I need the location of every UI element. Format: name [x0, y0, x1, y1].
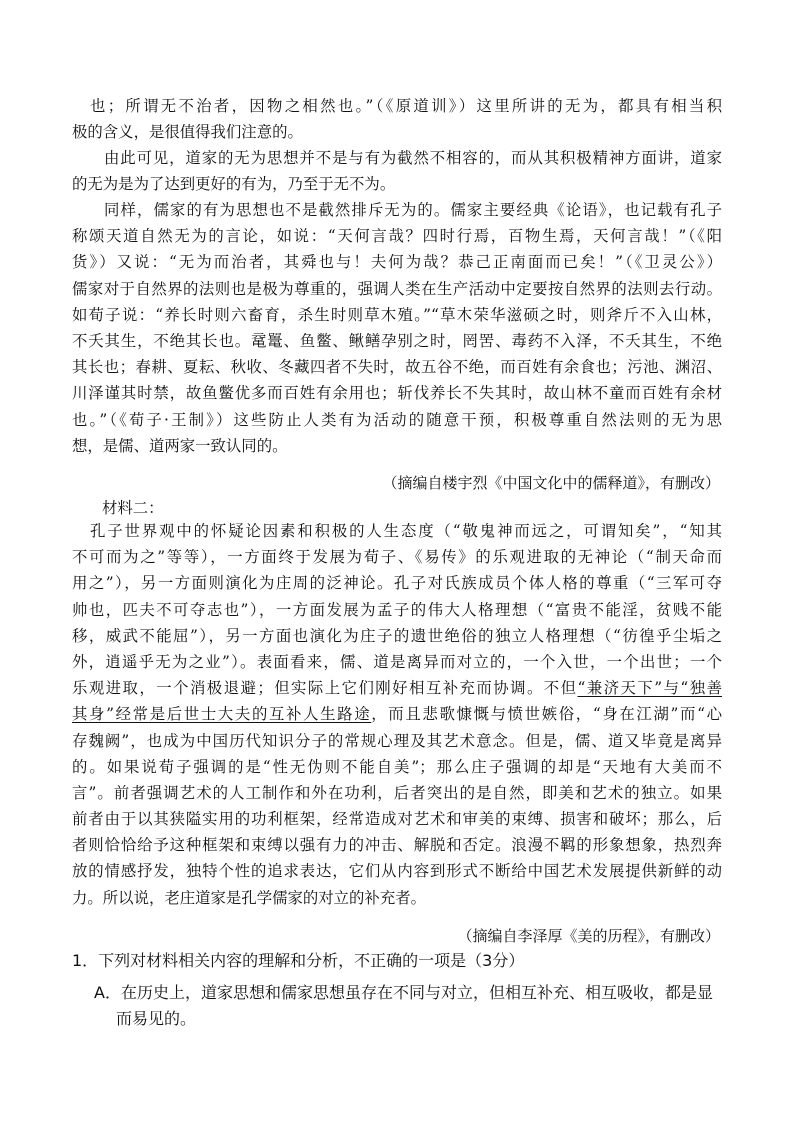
text-line: 外，逍遥乎无为之业”）。表面看来，儒、道是离异而对立的，一个入世，一个出世；一个 [72, 652, 722, 671]
option-a-line: 而易见的。 [116, 1009, 197, 1028]
text-line: 孔子世界观中的怀疑论因素和积极的人生态度（“敬鬼神而远之，可谓知矣”，“知其 [90, 522, 722, 540]
text-line: 用之”），另一方面则演化为庄周的泛神论。孔子对氏族成员个体人格的尊重（“三军可夺 [72, 574, 722, 593]
text-line: 力。所以说，老庄道家是孔学儒家的对立的补充者。 [72, 888, 426, 907]
underlined-text: 其身”经常是后世士大夫的互补人生路途 [72, 705, 372, 724]
text-line: 极的含义，是很值得我们注意的。 [72, 123, 303, 142]
underlined-text: “兼济天下”与“独善 [577, 679, 722, 698]
text-line [72, 701, 722, 727]
text-line: 也；所谓无不治者，因物之相然也。”（《原道训》）这里所讲的无为，都具有相当积 [90, 97, 722, 115]
text-line: 由此可见，道家的无为思想并不是与有为截然不相容的，而从其积极精神方面讲，道家 [104, 149, 722, 167]
text-run: 乐观进取，一个消极退避；但实际上它们刚好相互补充而协调。不但 [72, 679, 578, 698]
text-line: 如荀子说：“养长时则六畜育，杀生时则草木殖。”“草木荣华滋硕之时，则斧斤不入山林， [72, 305, 722, 324]
text-line: 货》）又说：“无为而治者，其舜也与！夫何为哉？恭己正南面而已矣！”（《卫灵公》） [72, 253, 722, 272]
paragraph-4 [72, 518, 722, 911]
text-line: 者则恰恰给予这种框架和束缚以强有力的冲击、解脱和否定。浪漫不羁的形象想象，热烈奔 [72, 836, 722, 855]
text-line: 川泽谨其时禁，故鱼鳖优多而百姓有余用也；斩伐养长不失其时，故山林不童而百姓有余材 [72, 384, 722, 403]
text-line: 称颂天道自然无为的言论，如说：“天何言哉？四时行焉，百物生焉，天何言哉！”（《阳 [72, 227, 722, 246]
paragraph-3 [72, 197, 722, 459]
paragraph-1 [72, 93, 722, 145]
source-citation-2: （摘编自李泽厚《美的历程》，有删改） [457, 927, 720, 945]
text-line: 帅也，匹夫不可夺志也”），一方面发展为孟子的伟大人格理想（“富贵不能淫，贫贱不能 [72, 600, 722, 619]
text-line: 的。如果说荀子强调的是“性无伪则不能自美”；那么庄子强调的却是“天地有大美而不 [72, 757, 722, 776]
text-line [72, 675, 722, 701]
text-line: 不可而为之”等等），一方面终于发展为荀子、《易传》的乐观进取的无神论（“制天命而 [72, 548, 722, 567]
text-line: 移，威武不能屈”），另一方面也演化为庄子的遗世绝俗的独立人格理想（“彷徨乎尘垢之 [72, 626, 722, 645]
text-line: 的无为是为了达到更好的有为，乃至于无不为。 [72, 175, 396, 194]
text-line: 不夭其生，不绝其长也。鼋鼍、鱼鳖、鳅鳝孕别之时，罔罟、毒药不入泽，不夭其生，不绝 [72, 331, 722, 350]
question-stem: 1．下列对材料相关内容的理解和分析，不正确的一项是（3分） [72, 951, 525, 970]
text-line: 同样，儒家的有为思想也不是截然排斥无为的。儒家主要经典《论语》，也记载有孔子 [104, 201, 722, 219]
option-a [72, 980, 722, 1032]
source-citation-1: （摘编自楼宇烈《中国文化中的儒释道》，有删改） [382, 474, 720, 492]
question-1 [72, 948, 722, 1032]
text-line: 前者由于以其狭隘实用的功利框架，经常造成对艺术和审美的束缚、损害和破坏；那么，后 [72, 810, 722, 829]
text-line: 放的情感抒发，独特个性的追求表达，它们从内容到形式不断给中国艺术发展提供新鲜的动 [72, 862, 722, 881]
material-2-label: 材料二： [102, 499, 164, 517]
text-run: ，而且悲歌慷慨与愤世嫉俗，“身在江湖”而“心 [371, 705, 722, 724]
text-line: 儒家对于自然界的法则也是极为尊重的，强调人类在生产活动中定要按自然界的法则去行动。 [72, 279, 722, 298]
text-line: 其长也；春耕、夏耘、秋收、冬藏四者不失时，故五谷不绝，而百姓有余食也；污池、渊沼、 [72, 358, 722, 377]
text-line: 言”。前者强调艺术的人工制作和外在功利，后者突出的是自然，即美和艺术的独立。如果 [72, 783, 722, 802]
text-line: 想，是儒、道两家一致认同的。 [72, 436, 288, 455]
paragraph-2 [72, 145, 722, 197]
option-a-line: A．在历史上，道家思想和儒家思想虽存在不同与对立，但相互补充、相互吸收，都是显 [94, 983, 713, 1002]
text-line: 也。”（《荀子·王制》）这些防止人类有为活动的随意干预，积极尊重自然法则的无为思 [72, 410, 722, 429]
text-line: 存魏阙”，也成为中国历代知识分子的常规心理及其艺术意念。但是，儒、道又毕竟是离异 [72, 731, 722, 750]
